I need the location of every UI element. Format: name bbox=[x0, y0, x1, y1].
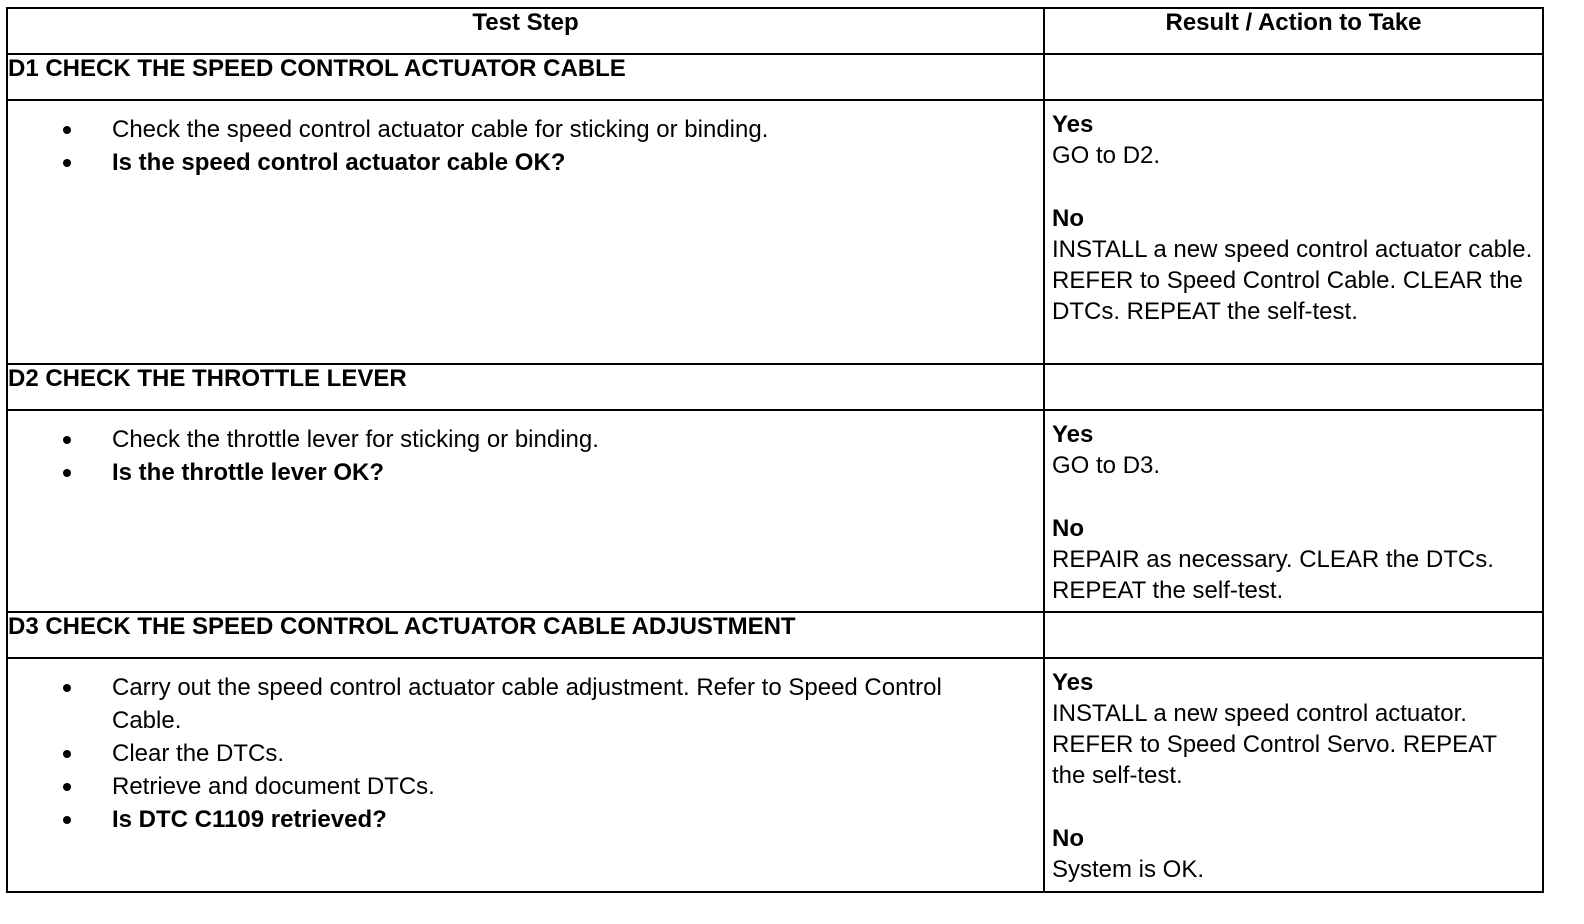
yes-label: Yes bbox=[1052, 111, 1094, 138]
yes-action: GO to D3. bbox=[1052, 452, 1161, 479]
step-title-row bbox=[7, 54, 1543, 100]
bullet-icon bbox=[63, 469, 71, 477]
list-item: Check the throttle lever for sticking or binding. bbox=[8, 423, 1043, 456]
list-item: Is the speed control actuator cable OK? bbox=[8, 146, 1043, 179]
yes-label: Yes bbox=[1052, 421, 1094, 448]
yes-action: INSTALL a new speed control actuator. REFER to Speed Control Servo. REPEAT the self-test. bbox=[1052, 700, 1497, 789]
step-instructions-d2 bbox=[7, 410, 1044, 612]
no-action: INSTALL a new speed control actuator cable. REFER to Speed Control Cable. CLEAR the DTCs. REPEAT the self-test. bbox=[1052, 236, 1533, 325]
list-item: Retrieve and document DTCs. bbox=[8, 770, 1043, 803]
no-label: No bbox=[1052, 825, 1084, 852]
list-item: Is DTC C1109 retrieved? bbox=[8, 803, 1043, 836]
test-step-header: Test Step bbox=[7, 8, 1044, 54]
yes-label: Yes bbox=[1052, 669, 1094, 696]
no-action: System is OK. bbox=[1052, 856, 1205, 883]
step-body-row bbox=[7, 100, 1543, 364]
bullet-icon bbox=[63, 126, 71, 134]
no-label: No bbox=[1052, 515, 1084, 542]
no-action: REPAIR as necessary. CLEAR the DTCs. REPEAT the self-test. bbox=[1052, 546, 1494, 604]
step-title-d1: D1 CHECK THE SPEED CONTROL ACTUATOR CABLE bbox=[7, 54, 1044, 100]
bullet-icon bbox=[63, 159, 71, 167]
empty-cell bbox=[1044, 364, 1543, 410]
step-title-d2: D2 CHECK THE THROTTLE LEVER bbox=[7, 364, 1044, 410]
header-row bbox=[7, 8, 1543, 54]
step-title-d3: D3 CHECK THE SPEED CONTROL ACTUATOR CABLE ADJUSTMENT bbox=[7, 612, 1044, 658]
result-cell-d2 bbox=[1044, 410, 1543, 612]
bullet-icon bbox=[63, 684, 71, 692]
step-instructions-d3 bbox=[7, 658, 1044, 892]
list-item: Is the throttle lever OK? bbox=[8, 456, 1043, 489]
bullet-icon bbox=[63, 436, 71, 444]
list-item: Carry out the speed control actuator cable adjustment. Refer to Speed Control Cable. bbox=[8, 671, 1043, 737]
step-instructions-d1 bbox=[7, 100, 1044, 364]
step-title-row bbox=[7, 364, 1543, 410]
list-item: Check the speed control actuator cable for sticking or binding. bbox=[8, 113, 1043, 146]
list-item: Clear the DTCs. bbox=[8, 737, 1043, 770]
diagnostic-table bbox=[6, 7, 1544, 893]
yes-action: GO to D2. bbox=[1052, 142, 1161, 169]
empty-cell bbox=[1044, 54, 1543, 100]
step-body-row bbox=[7, 410, 1543, 612]
bullet-icon bbox=[63, 750, 71, 758]
step-title-row bbox=[7, 612, 1543, 658]
empty-cell bbox=[1044, 612, 1543, 658]
bullet-icon bbox=[63, 816, 71, 824]
step-body-row bbox=[7, 658, 1543, 892]
result-action-header: Result / Action to Take bbox=[1044, 8, 1543, 54]
no-label: No bbox=[1052, 205, 1084, 232]
bullet-icon bbox=[63, 783, 71, 791]
result-cell-d1 bbox=[1044, 100, 1543, 364]
result-cell-d3 bbox=[1044, 658, 1543, 892]
